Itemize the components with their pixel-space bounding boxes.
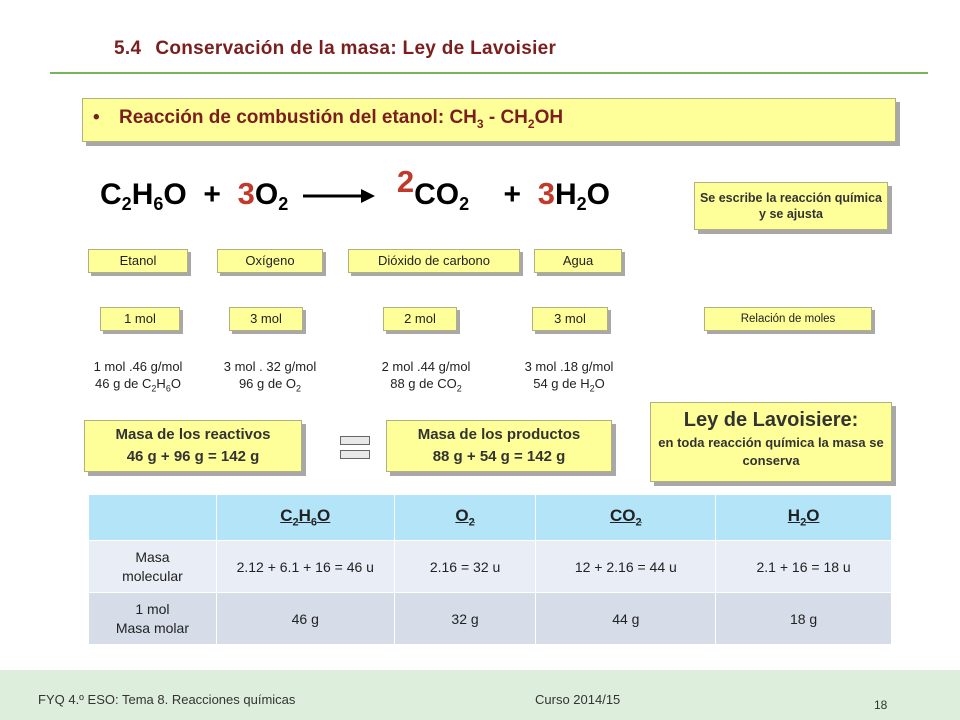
molar-mass-table xyxy=(88,494,892,645)
section-title: Conservación de la masa: Ley de Lavoisier xyxy=(155,38,557,59)
moles-oxigeno: 3 mol xyxy=(229,307,303,331)
sub-2: 2 xyxy=(527,116,535,131)
calc-agua: 3 mol .18 g/mol 54 g de $H_2O$ xyxy=(524,359,614,394)
sub-3: 3 xyxy=(476,116,484,131)
bullet-mid: - CH xyxy=(483,107,528,128)
plus-sign-2: + xyxy=(503,178,522,211)
plus-sign: + xyxy=(203,178,221,211)
o2-formula: $O_2$ xyxy=(254,178,289,214)
lavoisier-law-box xyxy=(650,402,892,482)
table-cell: 44 g xyxy=(536,593,716,645)
table-row xyxy=(89,541,892,593)
moles-relation-label: Relación de moles xyxy=(704,307,872,331)
h2o-formula: $H_2O$ xyxy=(554,178,610,214)
row-header: Masa molecular xyxy=(89,541,217,593)
page-number: 18 xyxy=(874,698,888,712)
h2o-coefficient: 3 xyxy=(537,176,555,211)
slide-title xyxy=(114,38,556,60)
table-corner xyxy=(89,495,217,541)
label-oxigeno: Oxígeno xyxy=(217,249,323,273)
law-text: en toda reacción química la masa se conserva xyxy=(658,435,884,468)
label-etanol: Etanol xyxy=(88,249,188,273)
reaction-arrow-icon xyxy=(303,186,375,206)
table-cell: 12 + 2.16 = 44 u xyxy=(536,541,716,593)
chemical-equation xyxy=(100,164,610,215)
row-header: 1 mol Masa molar xyxy=(89,593,217,645)
moles-agua: 3 mol xyxy=(532,307,608,331)
header-h2o: $H_2O$ xyxy=(716,495,892,541)
header-o2: $O_2$ xyxy=(394,495,536,541)
o2-coefficient: 3 xyxy=(237,176,255,211)
calc-etanol: 1 mol .46 g/mol 46 g de $C_2H_6O$ xyxy=(93,359,183,394)
co2-coefficient: 2 xyxy=(396,164,415,199)
table-cell: 46 g xyxy=(216,593,394,645)
label-agua: Agua xyxy=(534,249,622,273)
table-cell: 2.16 = 32 u xyxy=(394,541,536,593)
bullet-end: OH xyxy=(534,107,564,128)
table-row xyxy=(89,593,892,645)
co2-formula: $CO_2$ xyxy=(414,178,470,214)
bullet-text: Reacción de combustión del etanol: CH xyxy=(119,107,477,128)
label-dioxido: Dióxido de carbono xyxy=(348,249,520,273)
footer-year: Curso 2014/15 xyxy=(535,692,621,707)
moles-etanol: 1 mol xyxy=(100,307,180,331)
table-cell: 2.12 + 6.1 + 16 = 46 u xyxy=(216,541,394,593)
header-co2: $CO_2$ xyxy=(536,495,716,541)
equals-icon xyxy=(340,436,370,460)
table-cell: 2.1 + 16 = 18 u xyxy=(716,541,892,593)
table-cell: 18 g xyxy=(716,593,892,645)
bullet-marker: • xyxy=(93,107,100,128)
ethanol-formula: $C_2H_6O$ xyxy=(100,178,187,214)
reactants-mass-box: Masa de los reactivos 46 g + 96 g = 142 g xyxy=(84,420,302,472)
title-divider xyxy=(50,72,928,74)
calc-dioxido: 2 mol .44 g/mol 88 g de $CO_2$ xyxy=(381,359,471,394)
slide-footer xyxy=(0,670,960,720)
section-number: 5.4 xyxy=(114,38,142,59)
reaction-heading-box xyxy=(82,98,896,142)
moles-dioxido: 2 mol xyxy=(383,307,457,331)
calc-oxigeno: 3 mol . 32 g/mol 96 g de $O_2$ xyxy=(223,359,317,394)
note-box: Se escribe la reacción química y se ajusta xyxy=(694,182,888,230)
table-cell: 32 g xyxy=(394,593,536,645)
header-ethanol: $C_2H_6O$ xyxy=(216,495,394,541)
law-heading: Ley de Lavoisiere: xyxy=(683,409,859,431)
products-mass-box: Masa de los productos 88 g + 54 g = 142 g xyxy=(386,420,612,472)
footer-course: FYQ 4.º ESO: Tema 8. Reacciones químicas xyxy=(38,692,296,707)
